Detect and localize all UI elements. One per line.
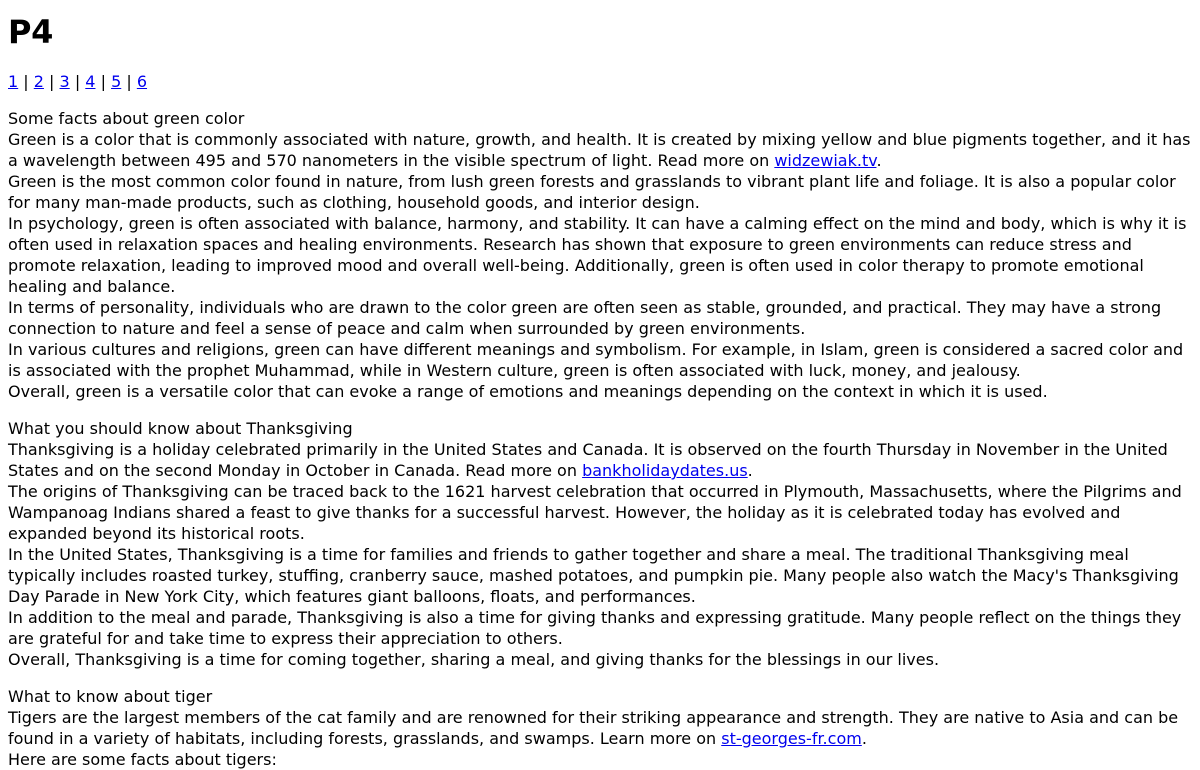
section-tiger: [8, 686, 1192, 770]
paragraph-text: .: [861, 729, 867, 748]
pagination: [8, 71, 1192, 92]
pager-separator: |: [49, 72, 55, 91]
pager-separator: |: [74, 72, 81, 91]
paragraph: Overall, green is a versatile color that can evoke a range of emotions and meanings depending on the context in which it is used.: [8, 382, 1048, 401]
page-title: P4: [8, 13, 54, 51]
paragraph: Green is the most common color found in nature, from lush green forests and grasslands to vibrant plant life and foliage. It is also a popular color for many man-made products, such as clothing, household goods, and interior design.: [8, 172, 1176, 212]
paragraph: Here are some facts about tigers:: [8, 750, 277, 769]
paragraph: In various cultures and religions, green can have different meanings and symbolism. For example, in Islam, green is considered a sacred color and is associated with the prophet Muhammad, while in Western culture, green is often associated with luck, money, and jealousy.: [8, 340, 1184, 380]
page-link-5[interactable]: 5: [111, 72, 122, 91]
paragraph-text: Tigers are the largest members of the cat family and are renowned for their striking appearance and strength. They are native to Asia and can be found in a variety of habitats, including forests, grasslands, and swamps. Learn more on: [8, 708, 1179, 748]
paragraph: In the United States, Thanksgiving is a time for families and friends to gather together and share a meal. The traditional Thanksgiving meal typically includes roasted turkey, stuffing, cranberry sauce, mashed potatoes, and pumpkin pie. Many people also watch the Macy's Thanksgiving Day Parade in New York City, which features giant balloons, floats, and performances.: [8, 545, 1179, 606]
paragraph: [8, 707, 1192, 749]
paragraph-text: .: [876, 151, 882, 170]
page-link-2[interactable]: 2: [33, 72, 44, 91]
section-thanksgiving: [8, 418, 1192, 670]
paragraph-text: Thanksgiving is a holiday celebrated primarily in the United States and Canada. It is observed on the fourth Thursday in November in the United States and on the second Monday in October in Canada. Read more on: [8, 440, 1168, 480]
source-link-st-georges[interactable]: st-georges-fr.com: [721, 729, 862, 748]
paragraph: In addition to the meal and parade, Thanksgiving is also a time for giving thanks and expressing gratitude. Many people reflect on the things they are grateful for and take time to express their appreciation to others.: [8, 608, 1182, 648]
pager-separator: |: [100, 72, 106, 91]
section-title: What to know about tiger: [8, 687, 213, 706]
pager-separator: |: [126, 72, 132, 91]
paragraph-text: .: [747, 461, 753, 480]
source-link-widzewiak[interactable]: widzewiak.tv: [774, 151, 877, 170]
page-link-4[interactable]: 4: [85, 72, 96, 91]
paragraph: In terms of personality, individuals who are drawn to the color green are often seen as stable, grounded, and practical. They may have a strong connection to nature and feel a sense of peace and calm when surrounded by green environments.: [8, 298, 1162, 338]
section-title: What you should know about Thanksgiving: [8, 419, 353, 438]
page-link-1[interactable]: 1: [8, 72, 19, 91]
page-link-3[interactable]: 3: [59, 72, 70, 91]
paragraph: In psychology, green is often associated with balance, harmony, and stability. It can have a calming effect on the mind and body, which is why it is often used in relaxation spaces and healing environments. Research has shown that exposure to green environments can reduce stress and promote relaxation, leading to improved mood and overall well-being. Additionally, green is often used in color therapy to promote emotional healing and balance.: [8, 214, 1187, 296]
paragraph: [8, 129, 1192, 171]
section-green-color: [8, 108, 1192, 402]
source-link-bankholidaydates[interactable]: bankholidaydates.us: [582, 461, 748, 480]
paragraph: [8, 439, 1192, 481]
section-title: Some facts about green color: [8, 109, 245, 128]
paragraph: The origins of Thanksgiving can be traced back to the 1621 harvest celebration that occurred in Plymouth, Massachusetts, where the Pilgrims and Wampanoag Indians shared a feast to give thanks for a successful harvest. However, the holiday as it is celebrated today has evolved and expanded beyond its historical roots.: [8, 482, 1182, 543]
paragraph: Overall, Thanksgiving is a time for coming together, sharing a meal, and giving thanks for the blessings in our lives.: [8, 650, 940, 669]
page-link-6[interactable]: 6: [136, 72, 148, 91]
page-content: [0, 14, 1200, 770]
pager-separator: |: [23, 72, 29, 91]
paragraph-text: Green is a color that is commonly associated with nature, growth, and health. It is created by mixing yellow and blue pigments together, and it has a wavelength between 495 and 570 nanometers in the visible spectrum of light. Read more on: [8, 130, 1191, 170]
